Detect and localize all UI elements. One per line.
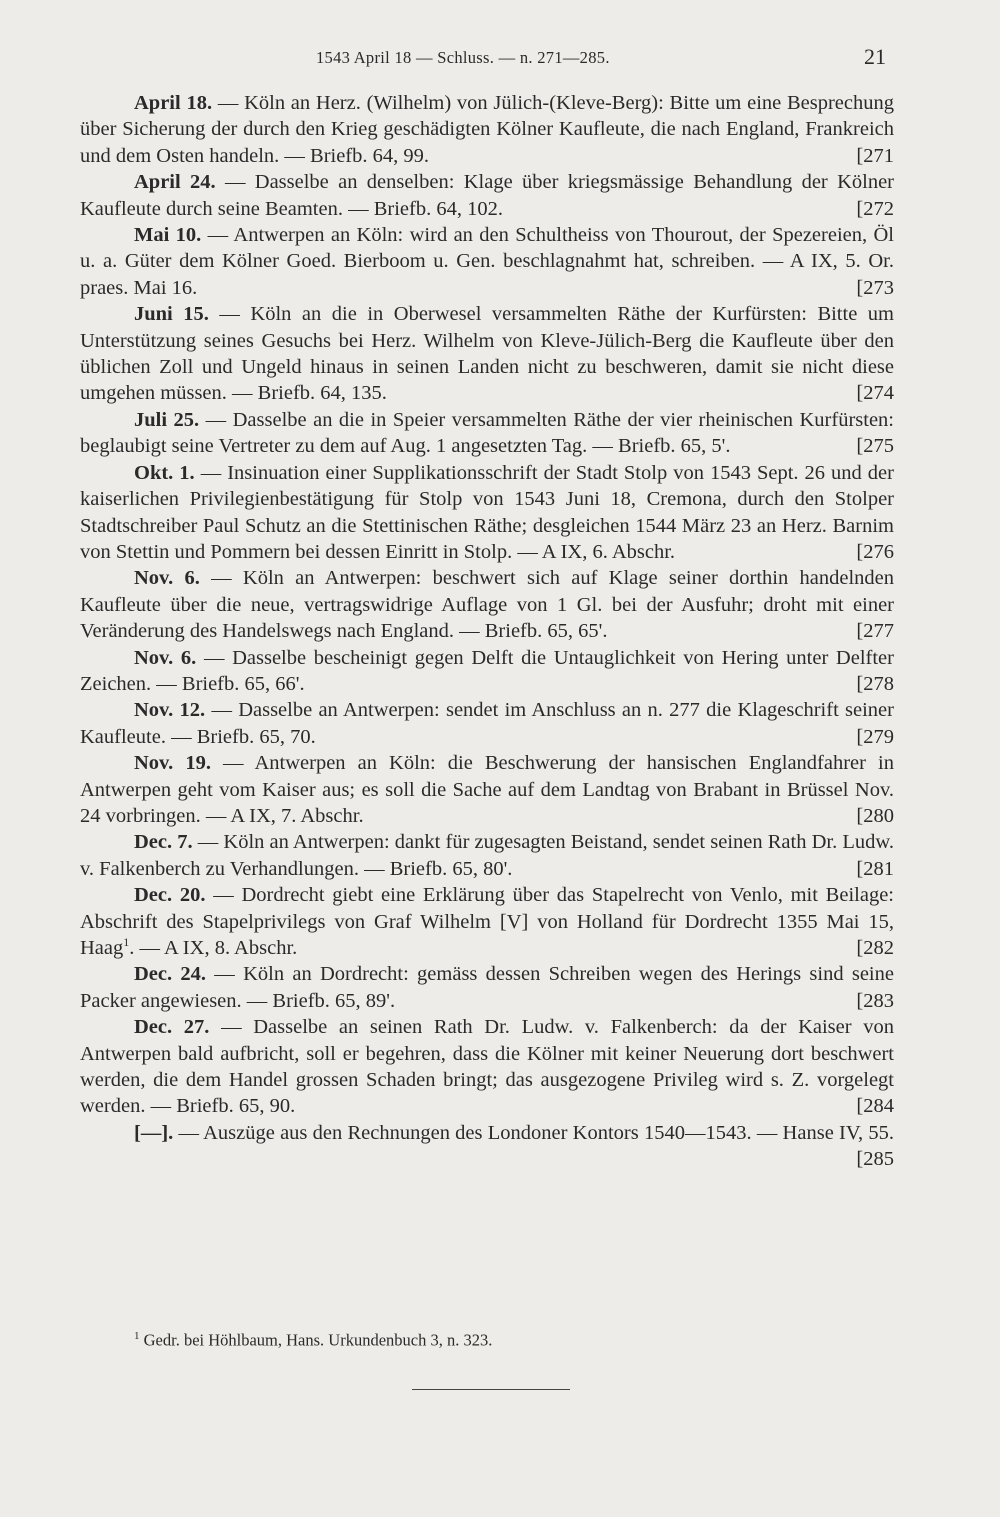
entry-number: [280: [856, 804, 894, 827]
footnote: [134, 1330, 492, 1351]
entry-list: [80, 90, 894, 1173]
entry-text: — Dasselbe an denselben: Klage über kriegsmässige Behandlung der Kölner Kaufleute durch seine Beamten. — Briefb. 64, 102.: [80, 171, 894, 220]
entry-text: — Auszüge aus den Rechnungen des Londoner Kontors 1540—1543. — Hanse IV, 55.: [173, 1121, 894, 1144]
entry-date: Juni 15.: [134, 303, 209, 326]
entry-number: [284: [856, 1095, 894, 1118]
entry-273: [80, 222, 894, 301]
entry-text: — Dasselbe an die in Speier versammelten Räthe der vier rheinischen Kurfürsten: beglaubigt seine Vertreter zu dem auf Aug. 1 angesetzten Tag. — Briefb. 65, 5'.: [80, 408, 894, 458]
entry-285: [80, 1120, 894, 1173]
entry-281: [80, 829, 894, 882]
entry-number: [281: [856, 857, 894, 880]
entry-text: — Antwerpen an Köln: die Beschwerung der hansischen Englandfahrer in Antwerpen geht vom Kaiser aus; es soll die Sache auf dem Landtag von Brabant in Brüssel Nov. 24 vorbringen. — A IX, 7. Abschr.: [80, 752, 894, 827]
entry-date: Dec. 27.: [134, 1016, 210, 1039]
entry-text: — Köln an Antwerpen: dankt für zugesagten Beistand, sendet seinen Rath Dr. Ludw. v. Falkenberch zu Verhandlungen. — Briefb. 65, 80'.: [80, 831, 894, 880]
entry-text: — Antwerpen an Köln: wird an den Schultheiss von Thourout, der Spezereien, Öl u. a. Güter dem Kölner Goed. Bierboom u. Gen. beschlagnahmt hat, schreiben. — A IX, 5. Or. praes. Mai 16.: [80, 224, 894, 299]
entry-text: — Köln an Herz. (Wilhelm) von Jülich-(Kleve-Berg): Bitte um eine Besprechung über Sicherung der durch den Krieg geschädigten Kölner Kaufleute, die nach England, Frankreich und dem Osten handeln. — Briefb. 64, 99.: [80, 92, 895, 167]
entry-number: [274: [856, 382, 894, 405]
entry-text: — Köln an die in Oberwesel versammelten Räthe der Kurfürsten: Bitte um Unterstützung seines Gesuchs bei Herz. Wilhelm von Kleve-Jülich-Berg die Kaufleute über den üblichen Zoll und Ungeld hinaus in seinen Landen nicht zu beschweren, damit sie nicht diese umgehen müssen. — Briefb. 64, 135.: [80, 303, 895, 405]
entry-number: [272: [856, 197, 894, 220]
entry-text: — Dasselbe an seinen Rath Dr. Ludw. v. Falkenberch: da der Kaiser von Antwerpen bald aufbricht, soll er begehren, dass die Kölner mit keiner Neuerung dort beschwert werden, die dem Handel grossen Schaden bringt; das ausgezogene Privileg wird s. Z. vorgelegt werden. — Briefb. 65, 90.: [80, 1016, 894, 1118]
entry-275: [80, 407, 894, 460]
entry-text: — Dasselbe bescheinigt gegen Delft die Untauglichkeit von Hering unter Delfter Zeichen. — Briefb. 65, 66'.: [80, 646, 894, 695]
entry-277: [80, 565, 894, 644]
closing-rule: [412, 1389, 570, 1390]
entry-276: [80, 460, 894, 566]
entry-271: [80, 90, 894, 169]
entry-282: [80, 882, 894, 961]
entry-283: [80, 961, 894, 1014]
entry-272: [80, 169, 894, 222]
entry-280: [80, 750, 894, 829]
entry-date: Dec. 24.: [134, 963, 207, 986]
entry-date: April 18.: [134, 92, 213, 114]
entry-number: [282: [856, 937, 894, 959]
entry-text: — Insinuation einer Supplikationsschrift der Stadt Stolp von 1543 Sept. 26 und der kaiserlichen Privilegienbestätigung für Stolp von 1543 Juni 18, Cremona, durch den Stolper Stadtschreiber Paul Schutz an die Stettinischen Räthe; desgleichen 1544 März 23 an Herz. Barnim von Stettin und Pommern bei dessen Einritt in Stolp. — A IX, 6. Abschr.: [80, 461, 894, 563]
entry-date: Dec. 20.: [134, 884, 206, 907]
entry-number: [277: [856, 620, 894, 643]
entry-date: Nov. 12.: [134, 699, 206, 722]
entry-text-tail: . — A IX, 8. Abschr.: [129, 937, 298, 959]
entry-number: [279: [856, 725, 894, 748]
entry-number: [283: [856, 989, 894, 1012]
footnote-ref: 1: [123, 935, 130, 950]
entry-date: Nov. 6.: [134, 567, 200, 590]
entry-date: Okt. 1.: [134, 461, 195, 484]
entry-number: [278: [856, 672, 894, 695]
entry-date: Dec. 7.: [134, 831, 193, 854]
footnote-text: Gedr. bei Höhlbaum, Hans. Urkundenbuch 3, n. 323.: [139, 1330, 493, 1350]
entry-date: Nov. 19.: [134, 752, 211, 775]
running-head: 1543 April 18 — Schluss. — n. 271—285.: [316, 48, 610, 67]
entry-274: [80, 301, 894, 407]
entry-date: [—].: [134, 1121, 174, 1144]
entry-date: April 24.: [134, 171, 216, 194]
entry-278: [80, 645, 894, 698]
entry-number: [276: [856, 540, 894, 563]
entry-number: [271: [856, 144, 894, 167]
entry-date: Mai 10.: [134, 224, 202, 247]
entry-text: — Dasselbe an Antwerpen: sendet im Anschluss an n. 277 die Klageschrift seiner Kaufleute. — Briefb. 65, 70.: [80, 699, 894, 748]
entry-number: [275: [856, 435, 894, 458]
entry-text: — Köln an Dordrecht: gemäss dessen Schreiben wegen des Herings sind seine Packer angewiesen. — Briefb. 65, 89'.: [80, 963, 894, 1012]
entry-number: [273: [856, 276, 894, 299]
page-header: [0, 44, 1000, 74]
entry-date: Juli 25.: [134, 408, 200, 431]
entry-date: Nov. 6.: [134, 646, 197, 669]
footnote-marker: 1: [134, 1330, 140, 1342]
entry-number: [285: [856, 1148, 894, 1171]
entry-text: — Köln an Antwerpen: beschwert sich auf Klage seiner dorthin handelnden Kaufleute über die neue, vertragswidrige Auflage von 1 Gl. bei der Ausfuhr; droht mit einer Veränderung des Handelswegs nach England. — Briefb. 65, 65'.: [80, 567, 894, 643]
entry-284: [80, 1014, 894, 1120]
page-number: 21: [864, 44, 886, 69]
entry-text: — Dordrecht giebt eine Erklärung über das Stapelrecht von Venlo, mit Beilage: Abschrift des Stapelprivilegs von Graf Wilhelm [V] von Holland für Dordrecht 1355 Mai 15, Haag: [80, 884, 894, 959]
entry-279: [80, 697, 894, 750]
